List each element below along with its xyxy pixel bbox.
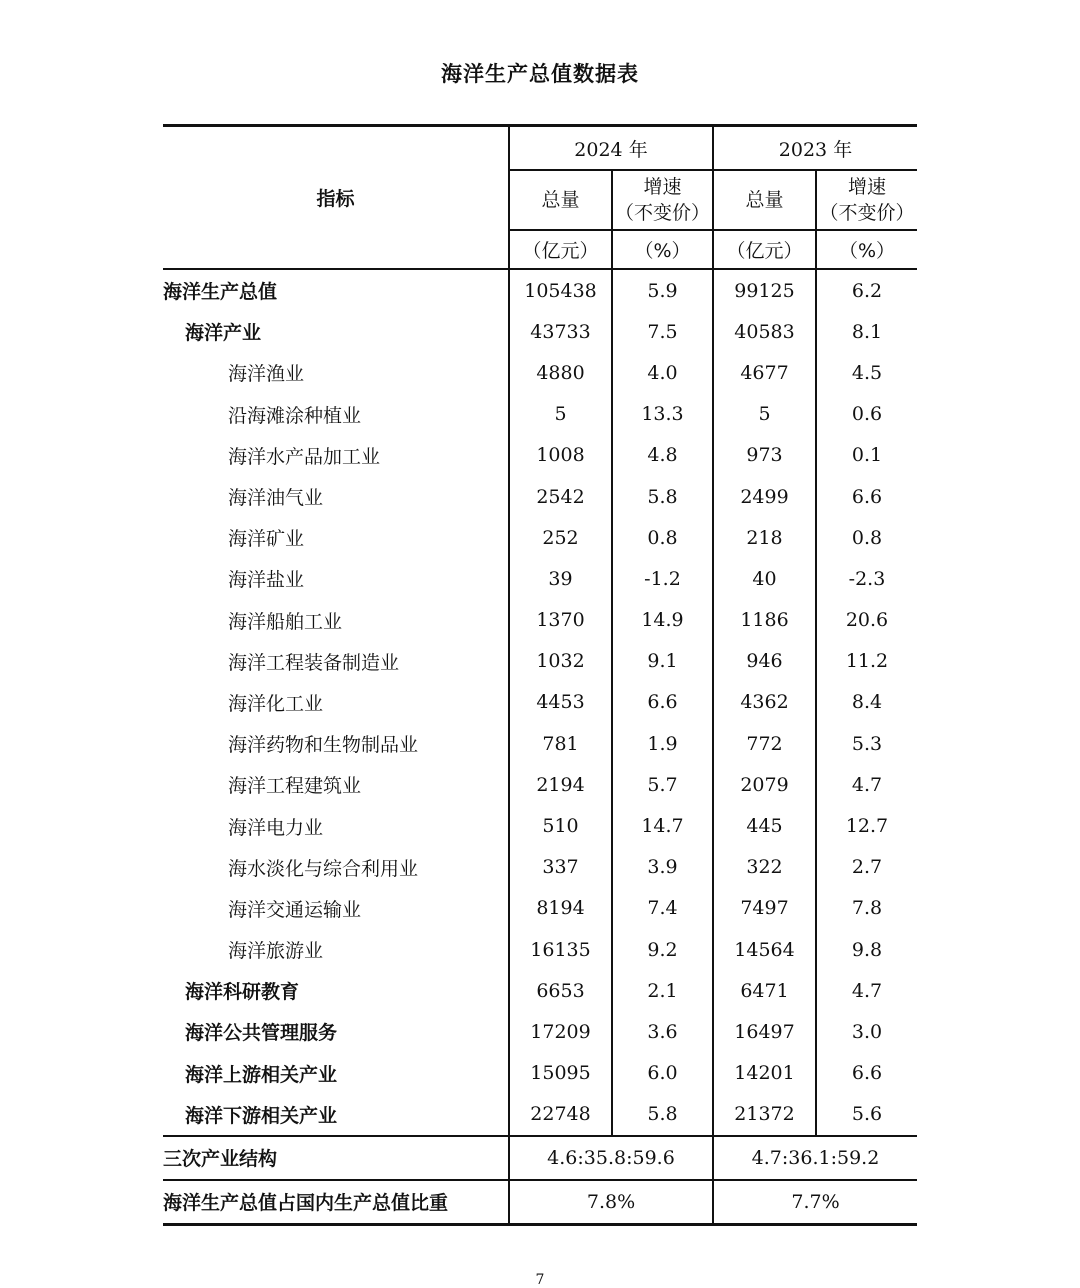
row-label: 海洋化工业: [228, 692, 324, 715]
growth-2024-cell: 7.4: [612, 888, 713, 929]
table-row: [163, 352, 917, 393]
growth-2024-cell: 2.1: [612, 970, 713, 1011]
table-row: [163, 311, 917, 352]
table-row: [163, 1094, 917, 1136]
growth-2024-cell: 6.6: [612, 682, 713, 723]
industry-structure-2023: 4.7:36.1:59.2: [713, 1136, 917, 1180]
total-2023-cell: 946: [713, 641, 816, 682]
unit-growth-2024: （%）: [612, 230, 713, 269]
row-label: 海洋工程建筑业: [228, 775, 362, 798]
gdp-share-label: 海洋生产总值占国内生产总值比重: [163, 1192, 449, 1215]
year-2023-header: 2023 年: [713, 126, 917, 171]
total-2024-cell: 17209: [509, 1011, 612, 1052]
total-2024-cell: 510: [509, 805, 612, 846]
growth-2023-cell: 4.7: [816, 764, 917, 805]
growth-2024-cell: 14.7: [612, 805, 713, 846]
marine-gdp-table: [163, 124, 917, 1226]
total-2024-cell: 15095: [509, 1053, 612, 1094]
total-2023-cell: 21372: [713, 1094, 816, 1136]
total-2023-cell: 772: [713, 723, 816, 764]
growth-2023-cell: 20.6: [816, 600, 917, 641]
total-2024-cell: 105438: [509, 269, 612, 311]
gdp-share-row: [163, 1180, 917, 1225]
table-row: [163, 805, 917, 846]
growth-2023-cell: 6.6: [816, 1053, 917, 1094]
table-row: [163, 269, 917, 311]
total-2024-cell: 1032: [509, 641, 612, 682]
growth-2023-cell: 12.7: [816, 805, 917, 846]
total-2023-cell: 973: [713, 435, 816, 476]
table-row: [163, 558, 917, 599]
total-2024-cell: 4880: [509, 352, 612, 393]
total-2024-cell: 6653: [509, 970, 612, 1011]
growth-2023-cell: 3.0: [816, 1011, 917, 1052]
growth-2023-cell: 0.6: [816, 394, 917, 435]
growth-2024-cell: -1.2: [612, 558, 713, 599]
total-2024-header: 总量: [509, 170, 612, 230]
growth-2024-cell: 14.9: [612, 600, 713, 641]
growth-2023-cell: 2.7: [816, 847, 917, 888]
total-2024-cell: 43733: [509, 311, 612, 352]
gdp-share-2024: 7.8%: [509, 1180, 713, 1225]
table-row: [163, 929, 917, 970]
row-label: 沿海滩涂种植业: [228, 404, 362, 427]
row-label: 海洋科研教育: [185, 981, 300, 1004]
year-2024-header: 2024 年: [509, 126, 713, 171]
page-title: 海洋生产总值数据表: [441, 62, 639, 86]
growth-2024-header-line1: 增速: [643, 176, 682, 198]
growth-2023-cell: 4.5: [816, 352, 917, 393]
table-row: [163, 847, 917, 888]
growth-2024-header-line2: （不变价）: [614, 202, 710, 224]
total-2023-cell: 14201: [713, 1053, 816, 1094]
row-label: 海洋生产总值: [163, 281, 278, 304]
total-2023-cell: 14564: [713, 929, 816, 970]
table-row: [163, 641, 917, 682]
growth-2024-cell: 4.8: [612, 435, 713, 476]
growth-2023-header-line1: 增速: [847, 176, 886, 198]
row-label: 海洋油气业: [228, 487, 324, 510]
growth-2023-cell: 7.8: [816, 888, 917, 929]
row-label: 海洋工程装备制造业: [228, 651, 400, 674]
growth-2024-cell: 3.9: [612, 847, 713, 888]
unit-total-2024: （亿元）: [509, 230, 612, 269]
row-label: 海洋上游相关产业: [185, 1063, 338, 1086]
indicator-header: 指标: [163, 126, 509, 270]
total-2023-cell: 4677: [713, 352, 816, 393]
industry-structure-row: [163, 1136, 917, 1180]
growth-2023-cell: 9.8: [816, 929, 917, 970]
growth-2023-header-line2: （不变价）: [819, 202, 915, 224]
page-number: 7: [535, 1272, 545, 1288]
row-label: 海洋产业: [185, 322, 262, 345]
total-2023-cell: 40: [713, 558, 816, 599]
growth-2024-cell: 6.0: [612, 1053, 713, 1094]
total-2024-cell: 781: [509, 723, 612, 764]
growth-2023-cell: 8.1: [816, 311, 917, 352]
row-label: 海洋渔业: [228, 363, 305, 386]
table-row: [163, 764, 917, 805]
growth-2023-cell: 5.6: [816, 1094, 917, 1136]
growth-2024-header: [612, 170, 713, 230]
growth-2024-cell: 5.9: [612, 269, 713, 311]
unit-total-2023: （亿元）: [713, 230, 816, 269]
growth-2023-cell: 6.6: [816, 476, 917, 517]
growth-2024-cell: 1.9: [612, 723, 713, 764]
total-2023-cell: 7497: [713, 888, 816, 929]
row-label: 海洋矿业: [228, 528, 305, 551]
total-2024-cell: 16135: [509, 929, 612, 970]
total-2024-cell: 2194: [509, 764, 612, 805]
growth-2023-cell: 8.4: [816, 682, 917, 723]
row-label: 海洋公共管理服务: [185, 1022, 338, 1045]
table-row: [163, 682, 917, 723]
table-body: [163, 269, 917, 1224]
total-2023-cell: 4362: [713, 682, 816, 723]
total-2024-cell: 337: [509, 847, 612, 888]
total-2024-cell: 39: [509, 558, 612, 599]
table-row: [163, 1011, 917, 1052]
row-label: 海水淡化与综合利用业: [228, 857, 419, 880]
total-2023-cell: 5: [713, 394, 816, 435]
growth-2024-cell: 5.8: [612, 1094, 713, 1136]
total-2023-cell: 6471: [713, 970, 816, 1011]
total-2023-cell: 218: [713, 517, 816, 558]
marine-gdp-table-container: [163, 124, 917, 1226]
row-label: 海洋盐业: [228, 569, 305, 592]
row-label: 海洋药物和生物制品业: [228, 734, 419, 757]
growth-2023-cell: -2.3: [816, 558, 917, 599]
growth-2023-cell: 0.1: [816, 435, 917, 476]
growth-2024-cell: 7.5: [612, 311, 713, 352]
growth-2024-cell: 0.8: [612, 517, 713, 558]
growth-2023-cell: 6.2: [816, 269, 917, 311]
growth-2024-cell: 13.3: [612, 394, 713, 435]
total-2023-cell: 1186: [713, 600, 816, 641]
table-row: [163, 517, 917, 558]
total-2024-cell: 5: [509, 394, 612, 435]
unit-growth-2023: （%）: [816, 230, 917, 269]
table-row: [163, 476, 917, 517]
growth-2023-cell: 11.2: [816, 641, 917, 682]
total-2024-cell: 252: [509, 517, 612, 558]
industry-structure-2024: 4.6:35.8:59.6: [509, 1136, 713, 1180]
row-label: 海洋旅游业: [228, 940, 324, 963]
total-2024-cell: 1008: [509, 435, 612, 476]
row-label: 海洋下游相关产业: [185, 1104, 338, 1127]
table-header: [163, 126, 917, 270]
growth-2024-cell: 9.2: [612, 929, 713, 970]
row-label: 海洋水产品加工业: [228, 445, 381, 468]
total-2023-header: 总量: [713, 170, 816, 230]
total-2023-cell: 99125: [713, 269, 816, 311]
growth-2024-cell: 3.6: [612, 1011, 713, 1052]
growth-2023-cell: 4.7: [816, 970, 917, 1011]
table-row: [163, 600, 917, 641]
growth-2024-cell: 5.7: [612, 764, 713, 805]
total-2023-cell: 2499: [713, 476, 816, 517]
row-label: 海洋船舶工业: [228, 610, 343, 633]
table-row: [163, 888, 917, 929]
growth-2024-cell: 9.1: [612, 641, 713, 682]
growth-2024-cell: 4.0: [612, 352, 713, 393]
growth-2023-cell: 0.8: [816, 517, 917, 558]
total-2023-cell: 2079: [713, 764, 816, 805]
row-label: 海洋电力业: [228, 816, 324, 839]
total-2023-cell: 445: [713, 805, 816, 846]
total-2023-cell: 40583: [713, 311, 816, 352]
table-row: [163, 1053, 917, 1094]
growth-2023-cell: 5.3: [816, 723, 917, 764]
industry-structure-label: 三次产业结构: [163, 1148, 278, 1171]
total-2024-cell: 22748: [509, 1094, 612, 1136]
total-2024-cell: 8194: [509, 888, 612, 929]
table-row: [163, 970, 917, 1011]
total-2023-cell: 322: [713, 847, 816, 888]
total-2024-cell: 2542: [509, 476, 612, 517]
total-2023-cell: 16497: [713, 1011, 816, 1052]
growth-2024-cell: 5.8: [612, 476, 713, 517]
total-2024-cell: 4453: [509, 682, 612, 723]
growth-2023-header: [816, 170, 917, 230]
table-row: [163, 435, 917, 476]
total-2024-cell: 1370: [509, 600, 612, 641]
gdp-share-2023: 7.7%: [713, 1180, 917, 1225]
table-row: [163, 394, 917, 435]
row-label: 海洋交通运输业: [228, 898, 362, 921]
table-row: [163, 723, 917, 764]
